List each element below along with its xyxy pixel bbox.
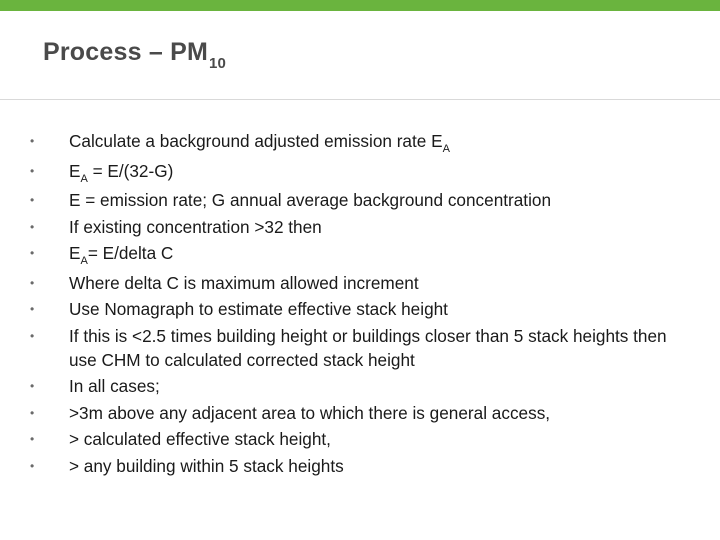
bullet-text — [69, 241, 670, 268]
bullet-text — [69, 401, 670, 425]
bullet-text-subscript: A — [80, 255, 88, 267]
bullet-text-main: >3m above any adjacent area to which there is general access, — [69, 402, 551, 423]
bullet-dot-icon: • — [30, 163, 35, 178]
bullet-text — [69, 374, 670, 398]
bullet-item — [30, 324, 670, 372]
bullet-text-main: E — [69, 160, 81, 181]
bullet-dot-icon: • — [30, 328, 35, 343]
slide-title — [43, 38, 227, 72]
bullet-item — [30, 271, 670, 295]
bullet-text-main: Calculate a background adjusted emission rate E — [69, 131, 443, 151]
bullet-item — [30, 374, 670, 398]
bullet-text-tail: = E/delta C — [87, 243, 174, 263]
bullet-text-subscript: A — [442, 143, 450, 155]
bullet-text — [69, 297, 670, 321]
bullet-item — [30, 241, 670, 268]
bullet-text — [69, 454, 670, 478]
bullet-item — [30, 129, 670, 156]
accent-bar — [0, 0, 720, 11]
bullet-dot-icon: • — [30, 432, 35, 446]
bullet-dot-icon: • — [30, 275, 35, 290]
bullet-text-tail: = E/(32-G) — [87, 160, 174, 181]
bullet-list — [30, 129, 670, 480]
bullet-text — [69, 215, 670, 239]
bullet-item — [30, 215, 670, 239]
bullet-item — [30, 188, 670, 212]
bullet-text-main: > any building within 5 stack heights — [69, 455, 344, 476]
bullet-text-subscript: A — [80, 172, 88, 185]
bullet-text-main: E = emission rate; G annual average background concentration — [69, 190, 552, 210]
bullet-item — [30, 401, 670, 425]
bullet-item — [30, 427, 670, 451]
bullet-dot-icon: • — [30, 134, 35, 148]
bullet-text-main: In all cases; — [69, 376, 160, 396]
title-divider — [0, 99, 720, 100]
bullet-text-main: > calculated effective stack height, — [69, 429, 331, 449]
bullet-item — [30, 297, 670, 321]
bullet-dot-icon: • — [30, 302, 35, 316]
bullet-dot-icon: • — [30, 458, 35, 473]
bullet-dot-icon: • — [30, 219, 35, 234]
bullet-dot-icon: • — [30, 405, 35, 420]
bullet-text-main: E — [69, 243, 81, 263]
bullet-text — [69, 324, 670, 372]
bullet-text-main: If existing concentration >32 then — [69, 216, 322, 237]
bullet-dot-icon: • — [30, 193, 35, 207]
bullet-text-main: Use Nomagraph to estimate effective stack height — [69, 299, 448, 319]
bullet-dot-icon: • — [30, 379, 35, 393]
title-main: Process – PM — [43, 38, 208, 66]
bullet-item — [30, 159, 670, 186]
title-subscript: 10 — [209, 55, 227, 72]
bullet-text — [69, 271, 670, 295]
bullet-text — [69, 159, 670, 186]
bullet-dot-icon: • — [30, 246, 35, 260]
bullet-text-main: If this is <2.5 times building height or buildings closer than 5 stack heights then use CHM to calculated corrected stack height — [69, 325, 667, 370]
bullet-text — [69, 129, 670, 156]
bullet-text — [69, 188, 670, 212]
bullet-text — [69, 427, 670, 451]
bullet-item — [30, 454, 670, 478]
bullet-text-main: Where delta C is maximum allowed increment — [69, 272, 419, 293]
